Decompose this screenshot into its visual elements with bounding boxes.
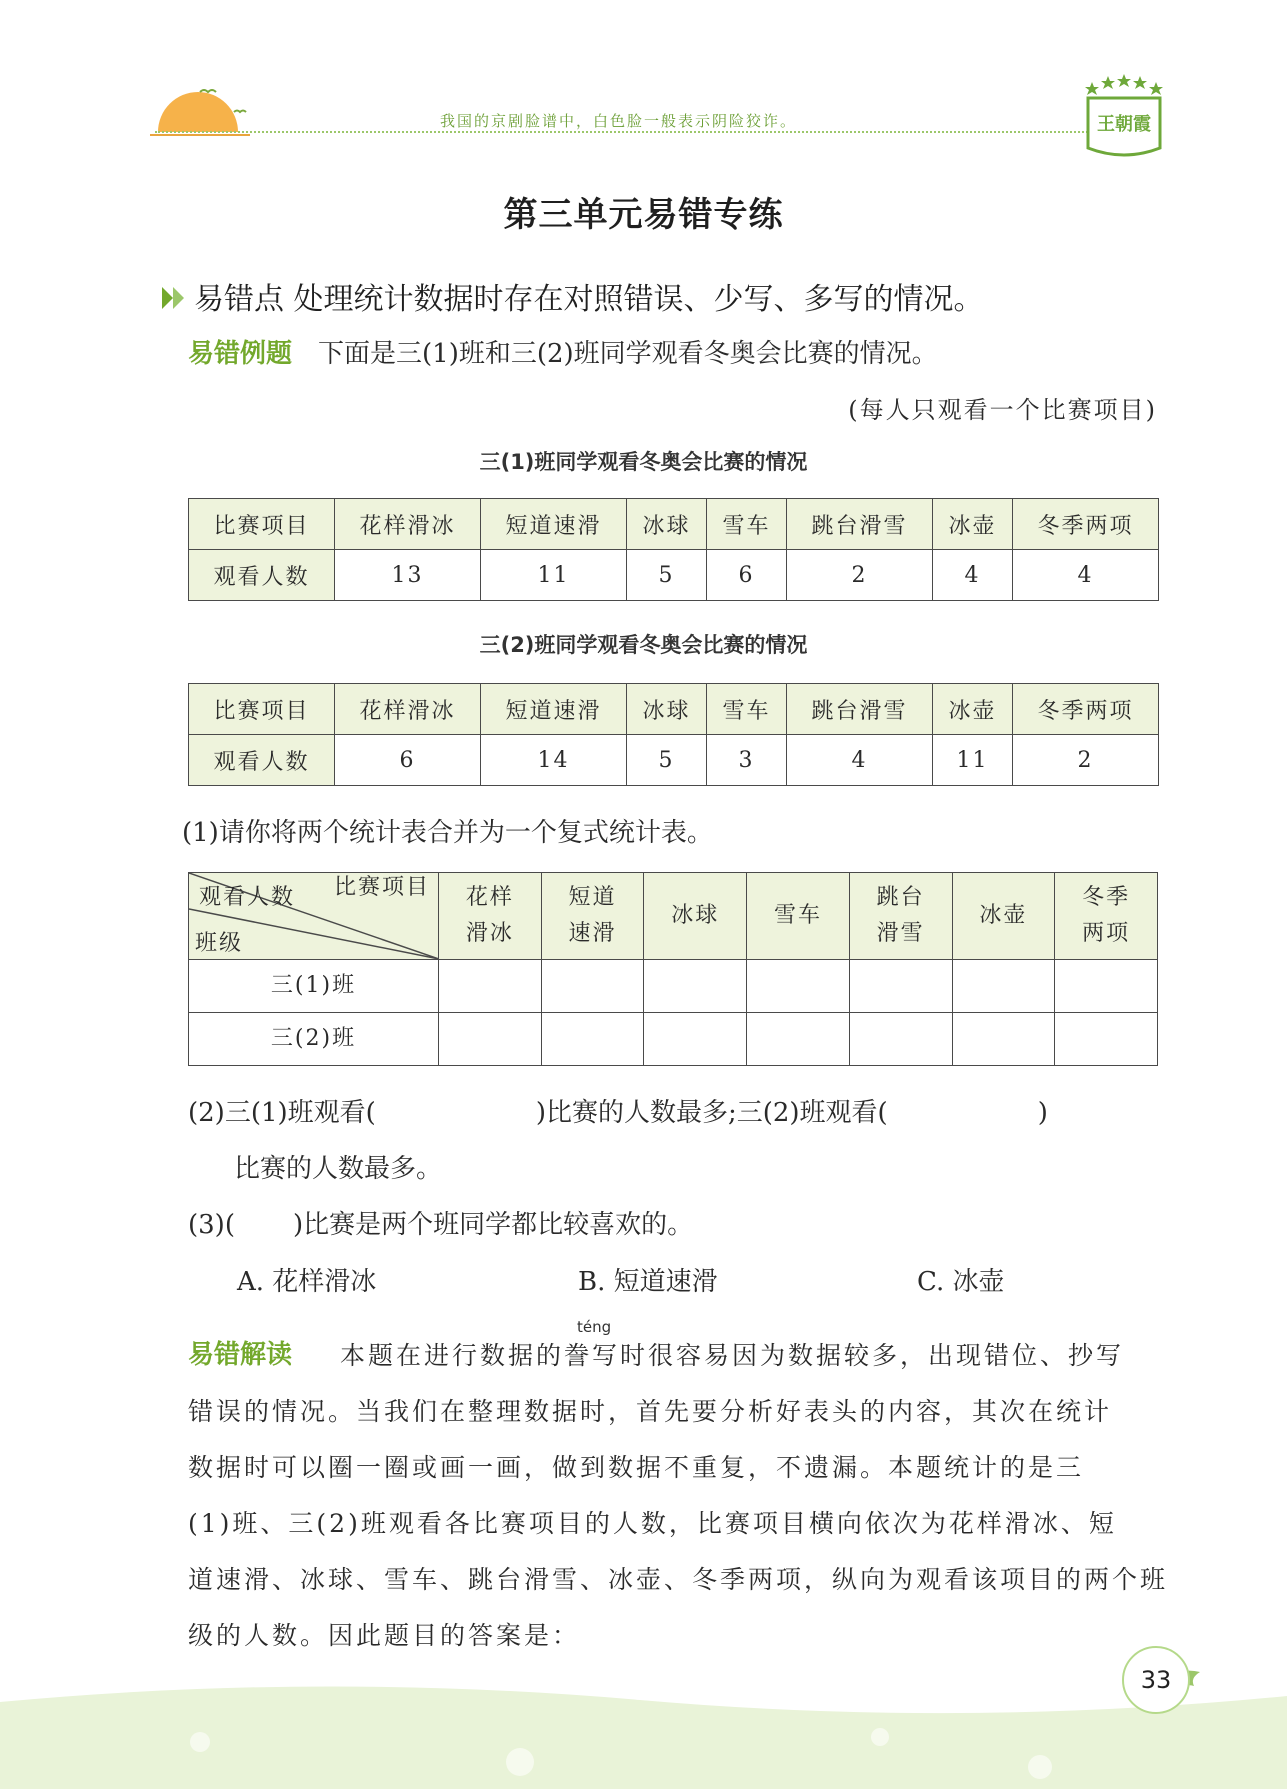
- answer-cell[interactable]: [439, 1013, 542, 1066]
- table-cell: 冬季 两项: [1055, 873, 1158, 960]
- corner-label-class: 班级: [195, 931, 244, 956]
- table-row: [189, 499, 1159, 550]
- question-1: (1)请你将两个统计表合并为一个复式统计表。: [182, 818, 713, 848]
- table-cell: 冰球: [644, 873, 747, 960]
- table-cell: 13: [335, 550, 481, 601]
- brand-seal-icon: [1080, 72, 1168, 160]
- question-2-line2: 比赛的人数最多。: [234, 1154, 443, 1184]
- table-cell: 冬季两项: [1013, 684, 1159, 735]
- table-cell: 5: [627, 550, 707, 601]
- corner-header-cell: [189, 873, 439, 960]
- answer-cell[interactable]: [644, 1013, 747, 1066]
- table-cell: 观看人数: [189, 550, 335, 601]
- page-number: 33: [1122, 1646, 1190, 1714]
- table-cell: 4: [787, 735, 933, 786]
- table2: [188, 683, 1159, 786]
- table-row: [189, 1013, 1158, 1066]
- table-cell: 跳台 滑雪: [849, 873, 952, 960]
- question-2-text: (2)三(1)班观看(: [188, 1098, 376, 1128]
- table1-caption: 三(1)班同学观看冬奥会比赛的情况: [479, 450, 808, 474]
- corner-label-count: 观看人数: [199, 885, 296, 910]
- explain-tag: 易错解读: [188, 1340, 293, 1370]
- explain-line: 级的人数。因此题目的答案是：: [188, 1621, 581, 1650]
- answer-cell[interactable]: [952, 1013, 1055, 1066]
- table-cell: 雪车: [707, 684, 787, 735]
- table-row: [189, 960, 1158, 1013]
- question-3-text: (3)(: [188, 1210, 235, 1240]
- table-row: [189, 735, 1159, 786]
- table-cell: 雪车: [747, 873, 850, 960]
- pinyin-annotation: téng: [577, 1318, 612, 1336]
- table-cell: 三(2)班: [189, 1013, 439, 1066]
- table2-caption: 三(2)班同学观看冬奥会比赛的情况: [479, 633, 808, 657]
- question-3: [188, 1204, 693, 1241]
- explain-line: 错误的情况。当我们在整理数据时，首先要分析好表头的内容，其次在统计: [188, 1397, 1113, 1426]
- example-row: [188, 333, 938, 370]
- table1: [188, 498, 1159, 601]
- table-cell: 花样 滑冰: [439, 873, 542, 960]
- answer-cell[interactable]: [849, 1013, 952, 1066]
- question-2-text: )比赛的人数最多;三(2)班观看(: [535, 1098, 888, 1128]
- header-motto: 我国的京剧脸谱中，白色脸一般表示阴险狡诈。: [440, 112, 798, 130]
- table-cell: 观看人数: [189, 735, 335, 786]
- table-cell: 冰壶: [933, 499, 1013, 550]
- answer-cell[interactable]: [644, 960, 747, 1013]
- explain-line: 本题在进行数据的誊写时很容易因为数据较多，出现错位、抄写: [340, 1341, 1125, 1370]
- page-title: 第三单元易错专练: [503, 195, 784, 235]
- answer-cell[interactable]: [747, 960, 850, 1013]
- table-cell: 跳台滑雪: [787, 684, 933, 735]
- table-cell: 6: [335, 735, 481, 786]
- header-dotted-line: [155, 131, 1095, 133]
- explain-line: 道速滑、冰球、雪车、跳台滑雪、冰壶、冬季两项，纵向为观看该项目的两个班: [188, 1565, 1169, 1594]
- table-cell: 6: [707, 550, 787, 601]
- table-cell: 短道速滑: [481, 684, 627, 735]
- table-cell: 比赛项目: [189, 684, 335, 735]
- table-row: [189, 550, 1159, 601]
- answer-cell[interactable]: [1055, 960, 1158, 1013]
- table-cell: 花样滑冰: [335, 684, 481, 735]
- svg-text:王朝霞: 王朝霞: [1097, 114, 1151, 135]
- table-row: [189, 873, 1158, 960]
- double-arrow-icon: [160, 285, 188, 311]
- answer-cell[interactable]: [439, 960, 542, 1013]
- table-cell: 冬季两项: [1013, 499, 1159, 550]
- option-c[interactable]: C. 冰壶: [917, 1267, 1005, 1297]
- table-cell: 雪车: [707, 499, 787, 550]
- table-cell: 冰球: [627, 684, 707, 735]
- corner-label-project: 比赛项目: [333, 875, 430, 900]
- table-cell: 4: [1013, 550, 1159, 601]
- table-cell: 5: [627, 735, 707, 786]
- example-note: (每人只观看一个比赛项目): [848, 396, 1157, 424]
- table-cell: 2: [1013, 735, 1159, 786]
- table-cell: 花样滑冰: [335, 499, 481, 550]
- question-3-text: )比赛是两个班同学都比较喜欢的。: [292, 1210, 694, 1240]
- option-a[interactable]: A. 花样滑冰: [237, 1267, 377, 1297]
- answer-cell[interactable]: [541, 960, 644, 1013]
- answer-cell[interactable]: [849, 960, 952, 1013]
- sunset-icon: [150, 82, 250, 142]
- answer-cell[interactable]: [952, 960, 1055, 1013]
- answer-cell[interactable]: [1055, 1013, 1158, 1066]
- table-cell: 三(1)班: [189, 960, 439, 1013]
- table-cell: 短道速滑: [481, 499, 627, 550]
- table-cell: 短道 速滑: [541, 873, 644, 960]
- table-cell: 11: [481, 550, 627, 601]
- explain-line: (1)班、三(2)班观看各比赛项目的人数，比赛项目横向依次为花样滑冰、短: [188, 1509, 1117, 1538]
- answer-cell[interactable]: [747, 1013, 850, 1066]
- table-cell: 冰球: [627, 499, 707, 550]
- table-cell: 跳台滑雪: [787, 499, 933, 550]
- table-cell: 4: [933, 550, 1013, 601]
- example-tag: 易错例题: [188, 339, 293, 369]
- table-cell: 3: [707, 735, 787, 786]
- explain-line: 数据时可以圈一圈或画一画，做到数据不重复，不遗漏。本题统计的是三: [188, 1453, 1085, 1482]
- answer-cell[interactable]: [541, 1013, 644, 1066]
- table-cell: 14: [481, 735, 627, 786]
- option-b[interactable]: B. 短道速滑: [578, 1267, 718, 1297]
- brand-seal: [1080, 72, 1168, 164]
- table-cell: 11: [933, 735, 1013, 786]
- question-2-text: ): [1037, 1098, 1048, 1128]
- table-cell: 冰壶: [933, 684, 1013, 735]
- example-text: 下面是三(1)班和三(2)班同学观看冬奥会比赛的情况。: [318, 339, 938, 369]
- footer-wave-decoration: [0, 1682, 1287, 1789]
- table-row: [189, 684, 1159, 735]
- question-2: [188, 1092, 1048, 1129]
- table-cell: 比赛项目: [189, 499, 335, 550]
- error-point: [160, 274, 984, 318]
- table-cell: 2: [787, 550, 933, 601]
- combined-table: [188, 872, 1158, 1066]
- error-point-text: 易错点 处理统计数据时存在对照错误、少写、多写的情况。: [194, 282, 984, 317]
- table-cell: 冰壶: [952, 873, 1055, 960]
